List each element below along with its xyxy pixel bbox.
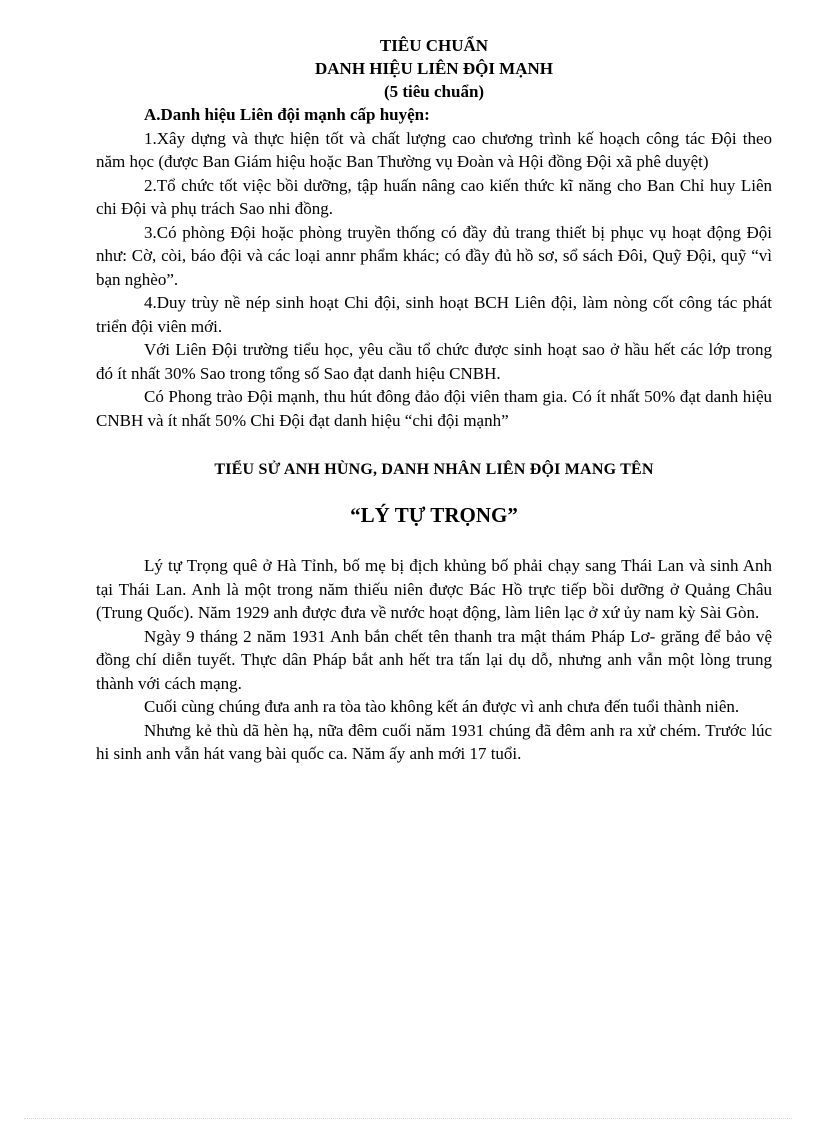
biography-paragraph: Cuối cùng chúng đưa anh ra tòa tào không kết án được vì anh chưa đến tuổi thành niên. <box>144 697 740 716</box>
biography-section-title: TIỂU SỬ ANH HÙNG, DANH NHÂN LIÊN ĐỘI MANG TÊN <box>214 461 654 478</box>
biography-paragraph: Ngày 9 tháng 2 năm 1931 Anh bắn chết tên thanh tra mật thám Pháp Lơ- grăng để bảo vệ đồng chí diễn tuyết. Thực dân Pháp bắt anh hết tra tấn lại dụ dỗ, nhưng anh vẫn một lòng trung thành với cách mạng. <box>96 626 772 693</box>
hero-name-title: “LÝ TỰ TRỌNG” <box>350 502 518 527</box>
title-line-1: TIÊU CHUẨN <box>379 36 489 55</box>
title-line-2: DANH HIỆU LIÊN ĐỘI MẠNH <box>314 59 554 78</box>
document-content <box>96 34 772 766</box>
biography-body <box>96 554 772 766</box>
biography-paragraph: Nhưng kẻ thù dã hèn hạ, nữa đêm cuối năm 1931 chúng đã đêm anh ra xử chém. Trước lúc hi sinh anh vẫn hát vang bài quốc ca. Năm ấy anh mới 17 tuổi. <box>96 720 772 763</box>
criterion-paragraph: 3.Có phòng Đội hoặc phòng truyền thống có đầy đủ trang thiết bị phục vụ hoạt động Đội như: Cờ, còi, báo đội và các loại annr phẩm khác; có đầy đủ hồ sơ, sổ sách Đôi, Quỹ Đội, quỹ “vì bạn nghèo”. <box>96 222 772 289</box>
section-a-heading: A.Danh hiệu Liên đội mạnh cấp huyện: <box>144 105 430 124</box>
criterion-paragraph: Với Liên Đội trường tiểu học, yêu cầu tổ chức được sinh hoạt sao ở hầu hết các lớp trong đó ít nhất 30% Sao trong tổng số Sao đạt danh hiệu CNBH. <box>96 340 772 383</box>
page-bottom-divider <box>24 1118 792 1119</box>
criterion-paragraph: 4.Duy trùy nề nép sinh hoạt Chi đội, sinh hoạt BCH Liên đội, làm nòng cốt công tác phát triển đội viên mới. <box>96 293 772 336</box>
criterion-paragraph: Có Phong trào Đội mạnh, thu hút đông đảo đội viên tham gia. Có ít nhất 50% đạt danh hiệu CNBH và ít nhất 50% Chi Đội đạt danh hiệu “chi đội mạnh” <box>96 387 772 430</box>
biography-paragraph: Lý tự Trọng quê ở Hà Tỉnh, bố mẹ bị địch khủng bố phải chạy sang Thái Lan và sinh Anh tại Thái Lan. Anh là một trong năm thiếu niên được Bác Hồ trực tiếp bồi dưỡng ở Quảng Châu (Trung Quốc). Năm 1929 anh được đưa về nước hoạt động, làm liên lạc ở xứ ủy nam kỳ Sài Gòn. <box>96 556 772 622</box>
title-line-3: (5 tiêu chuẩn) <box>383 82 485 101</box>
criterion-paragraph: 1.Xây dựng và thực hiện tốt và chất lượng cao chương trình kế hoạch công tác Đội theo năm học (được Ban Giám hiệu hoặc Ban Thường vụ Đoàn và Hội đồng Đội xã phê duyệt) <box>96 128 772 171</box>
criterion-paragraph: 2.Tổ chức tốt việc bồi dưỡng, tập huấn nâng cao kiến thức kĩ năng cho Ban Chỉ huy Liên chi Đội và phụ trách Sao nhi đồng. <box>96 175 772 218</box>
